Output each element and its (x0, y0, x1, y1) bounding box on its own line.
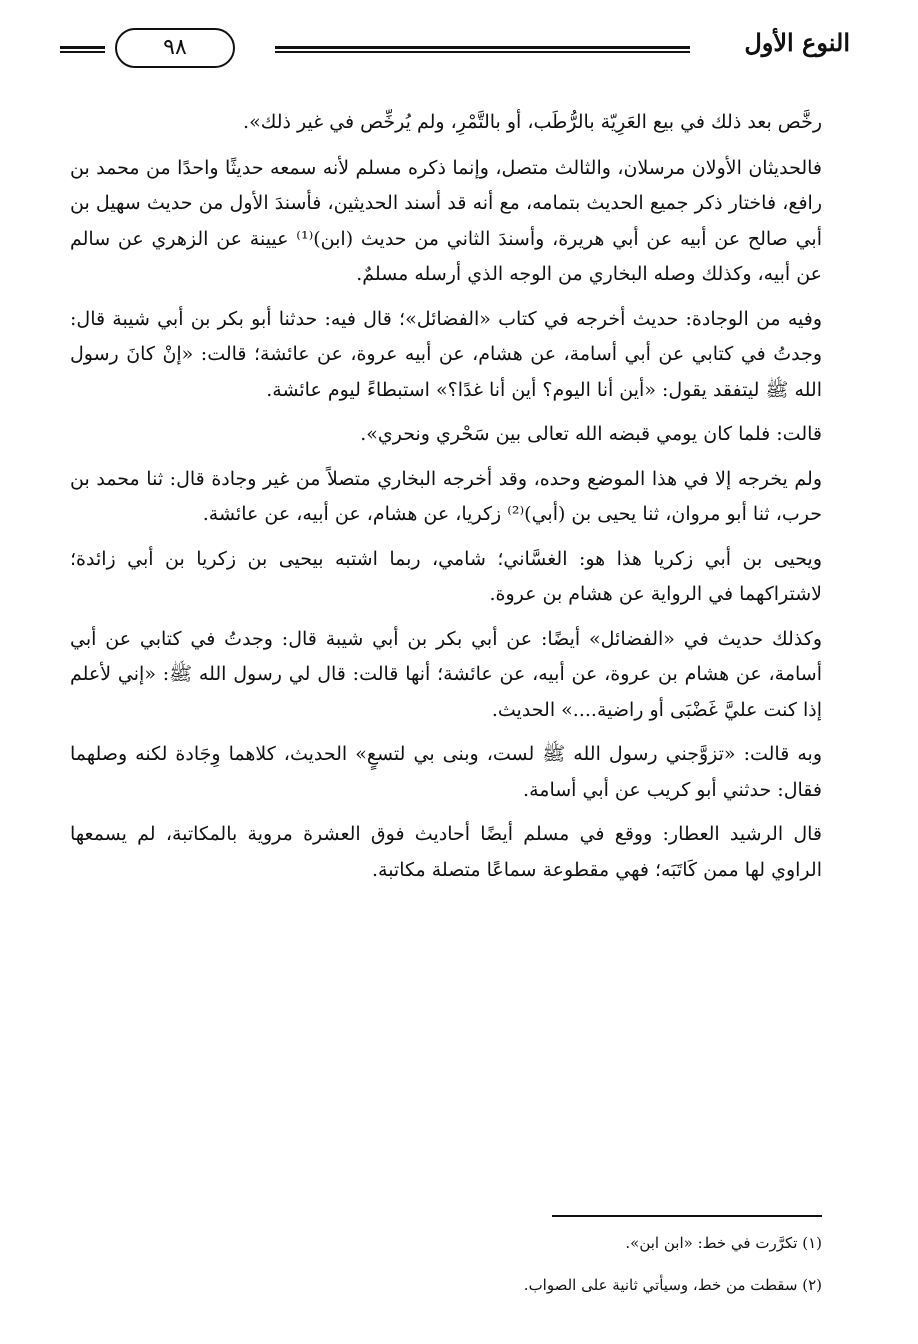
footnotes (122, 1232, 822, 1316)
header-rule-left (60, 46, 105, 53)
footnote-separator (552, 1215, 822, 1217)
paragraph: قالت: فلما كان يومي قبضه الله تعالى بين سَحْري ونحري». (360, 423, 822, 445)
main-text (70, 105, 822, 897)
paragraph: وكذلك حديث في «الفضائل» أيضًا: عن أبي بكر بن أبي شيبة قال: وجدتُ في كتابي عن أبي أسامة، عن هشام بن عروة، عن أبيه، عن عائشة؛ أنها قالت: قال لي رسول الله ﷺ: «إني لأعلم إذا كنت عليَّ غَضْبَى أو راضية....» الحديث. (70, 627, 822, 721)
page-header (60, 22, 850, 72)
footnote: (٢) سقطت من خط، وسيأتي ثانية على الصواب. (523, 1276, 822, 1294)
page-number: ٩٨ (115, 28, 235, 68)
footnote: (١) تكرَّرت في خط: «ابن ابن». (625, 1234, 822, 1252)
paragraph: ويحيى بن أبي زكريا هذا هو: الغسَّاني؛ شامي، ربما اشتبه بيحيى بن زكريا بن أبي زائدة؛ لاشتراكهما في الرواية عن هشام بن عروة. (70, 547, 822, 605)
chapter-title: النوع الأول (744, 28, 850, 57)
paragraph: فالحديثان الأولان مرسلان، والثالث متصل، وإنما ذكره مسلم لأنه سمعه حديثًا واحدًا من محمد بن رافع، فاختار ذكر جميع الحديث بتمامه، مع أنه قد أسند الحديثين، فأسندَ الأول من حديث سهيل بن أبي صالح عن أبيه عن أبي هريرة، وأسندَ الثاني من حديث (ابن)⁽¹⁾ عيينة عن الزهري عن سالم عن أبيه، وكذلك وصله البخاري من الوجه الذي أرسله مسلمٌ. (70, 156, 822, 285)
paragraph: ولم يخرجه إلا في هذا الموضع وحده، وقد أخرجه البخاري متصلاً من غير وجادة قال: ثنا محمد بن حرب، ثنا أبو مروان، ثنا يحيى بن (أبي)⁽²⁾ زكريا، عن هشام، عن أبيه، عن عائشة. (70, 467, 822, 525)
paragraph: وبه قالت: «تزوَّجني رسول الله ﷺ لست، وبنى بي لتسعٍ» الحديث، كلاهما وِجَادة لكنه وصلهما فقال: حدثني أبو كريب عن أبي أسامة. (70, 743, 822, 801)
header-rule-right (275, 46, 690, 53)
paragraph: وفيه من الوجادة: حديث أخرجه في كتاب «الفضائل»؛ قال فيه: حدثنا أبو بكر بن أبي شيبة قال: وجدتُ في كتابي عن أبي أسامة، عن هشام، عن أبيه عروة، عن عائشة؛ قالت: «إنْ كانَ رسول الله ﷺ ليتفقد يقول: «أين أنا اليوم؟ أين أنا غدًا؟» استبطاءً ليوم عائشة. (70, 307, 822, 401)
paragraph: رخَّص بعد ذلك في بيع العَرِيّة بالرُّطَب، أو بالتَّمْرِ، ولم يُرخِّص في غير ذلك». (243, 111, 822, 133)
paragraph: قال الرشيد العطار: ووقع في مسلم أيضًا أحاديث فوق العشرة مروية بالمكاتبة، لم يسمعها الراوي لها ممن كَاتَبَه؛ فهي مقطوعة سماعًا متصلة مكاتبة. (70, 823, 822, 881)
